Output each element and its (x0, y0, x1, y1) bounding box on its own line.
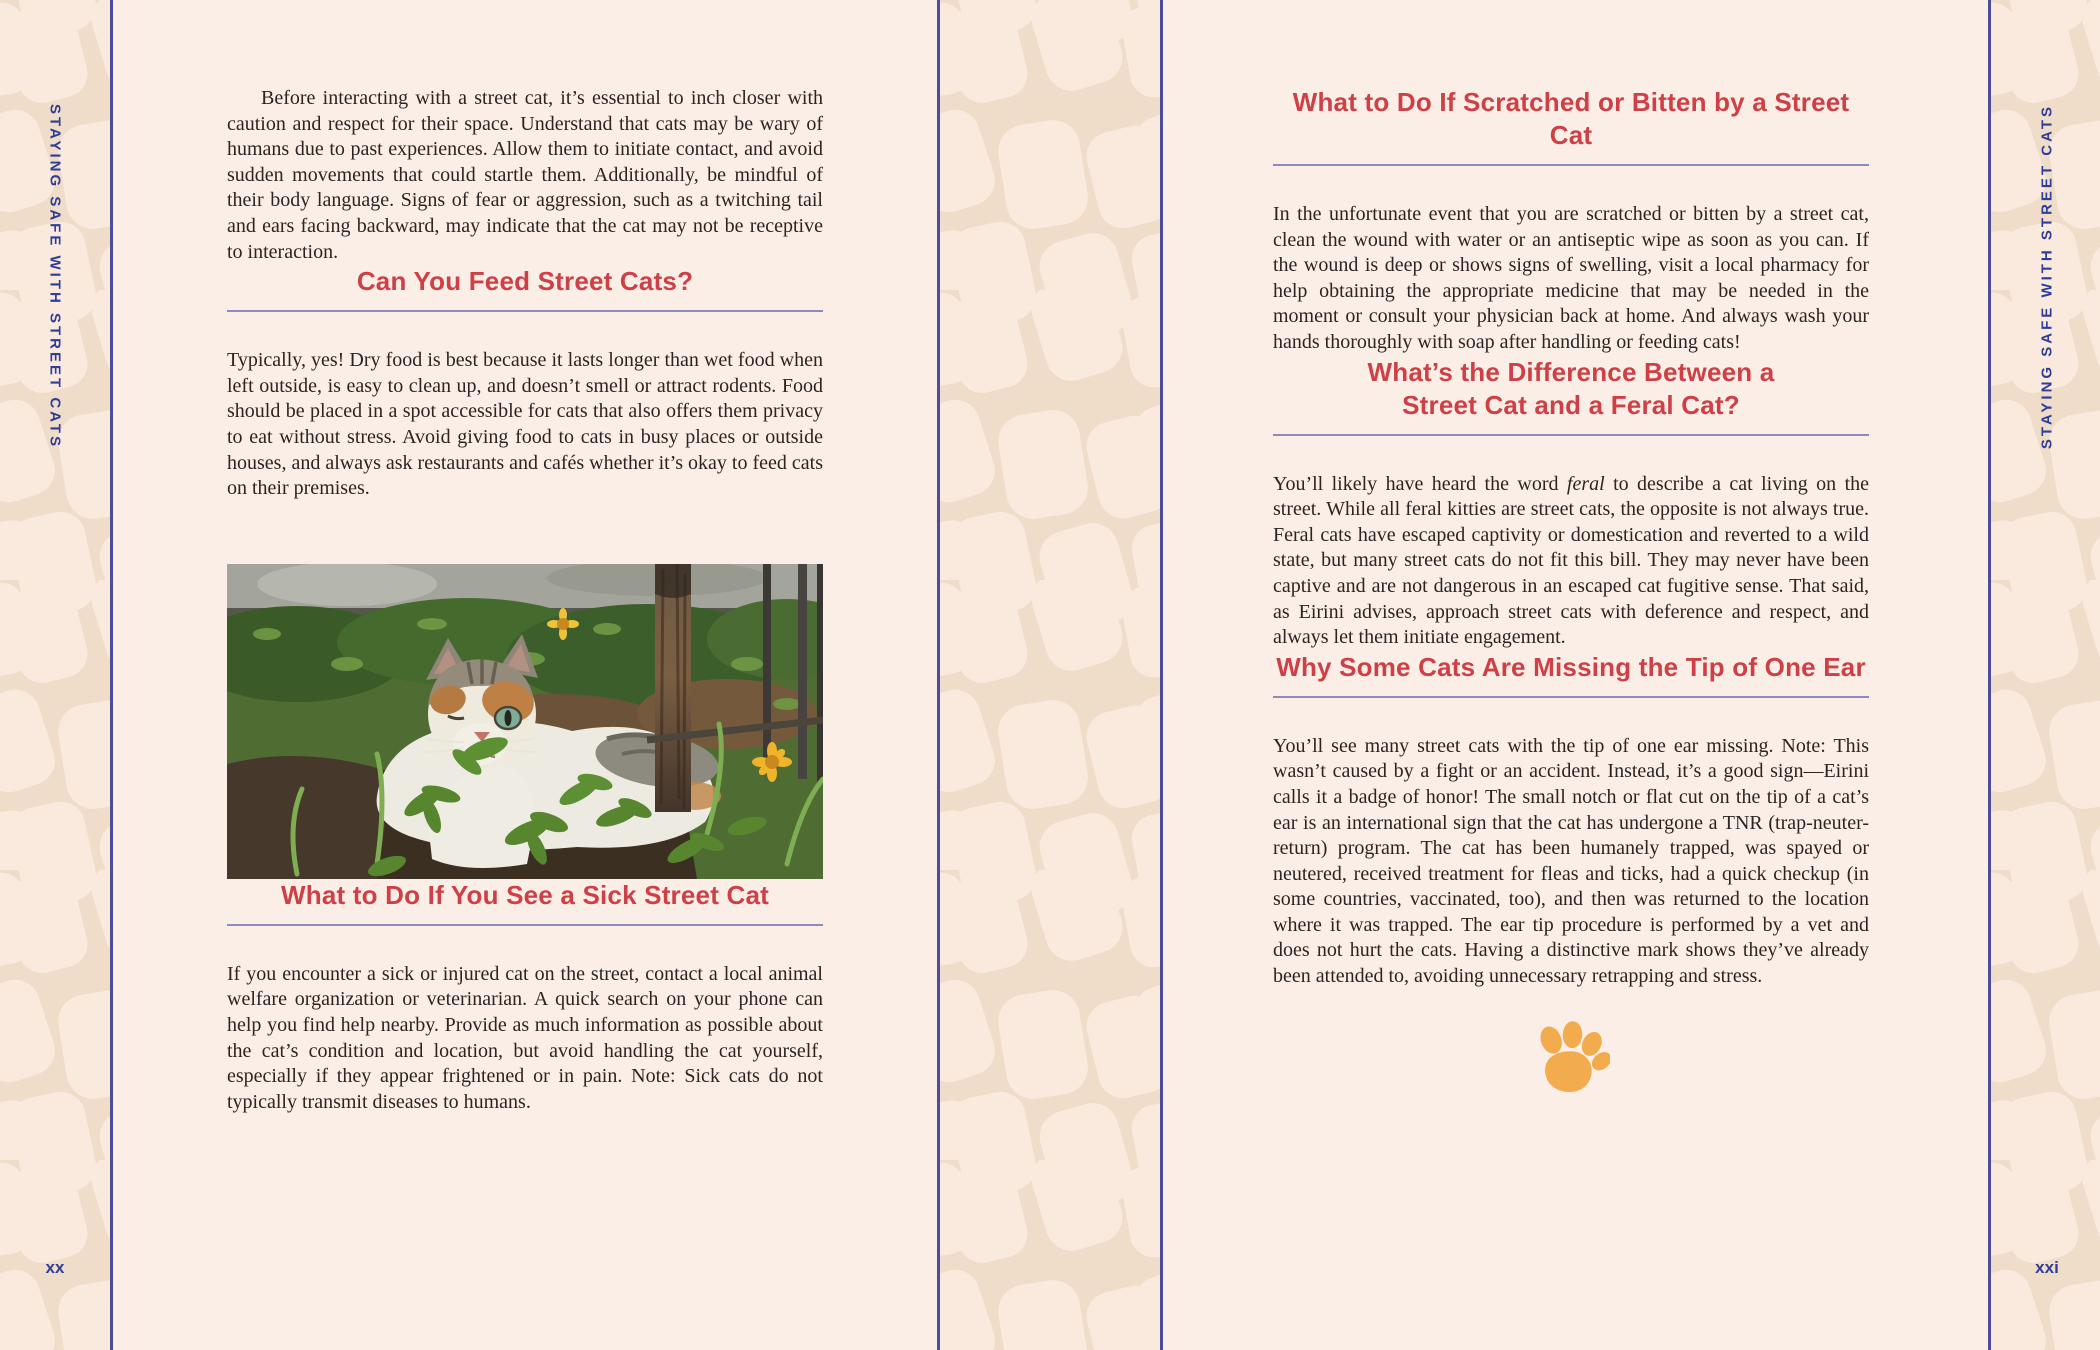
running-head-left: STAYING SAFE WITH STREET CATS (46, 104, 64, 450)
feral-paragraph (1273, 472, 1869, 651)
page-number-left: xx (45, 1258, 65, 1277)
ear-tip-paragraph: You’ll see many street cats with the tip of one ear missing. Note: This wasn’t caused by a fight or an accident. Instead, it’s a good sign—Eirini calls it a badge of honor! The small notch or flat cut on the tip of a cat’s ear is an international sign that the cat has undergone a TNR (trap-neuter-return) program. The cat has been humanely trapped, was spayed or neutered, received treatment for fleas and ticks, had a quick checkup (in some countries, vaccinated, too), and then was returned to the location where it was trapped. The ear tip procedure is performed by a vet and does not hurt the cats. Having a distinctive mark shows they’ve already been attended to, avoiding unnecessary retrapping and stress. (1273, 734, 1869, 988)
feral-text-start: You’ll likely have heard the word (1273, 472, 1567, 495)
left-page (113, 0, 937, 1350)
feral-italic-word: feral (1566, 472, 1605, 495)
running-head-right: STAYING SAFE WITH STREET CATS (2038, 104, 2056, 450)
right-margin-strip (1988, 0, 2100, 1350)
cobblestone-pattern (940, 0, 1160, 1350)
feed-paragraph: Typically, yes! Dry food is best because it lasts longer than wet food when left outside, is easy to clean up, and doesn’t smell or attract rodents. Food should be placed in a spot accessible for cats that also offers them privacy to eat without stress. Avoid giving food to cats in busy places or outside houses, and always ask restaurants and cafés whether it’s okay to feed cats on their premises. (227, 349, 823, 500)
heading-can-you-feed: Can You Feed Street Cats? (356, 266, 694, 297)
heading-sick-cat: What to Do If You See a Sick Street Cat (281, 879, 769, 910)
heading-rule (1273, 164, 1869, 166)
heading-feral-line1: What’s the Difference Between a (1367, 356, 1775, 387)
right-page (1163, 0, 1988, 1350)
heading-rule (1273, 434, 1869, 436)
street-cat-photo (227, 564, 823, 879)
heading-scratched: What to Do If Scratched or Bitten by a Street Cat (1292, 87, 1850, 150)
heading-ear-tip: Why Some Cats Are Missing the Tip of One Ear (1276, 651, 1866, 682)
heading-feral-line2: Street Cat and a Feral Cat? (1402, 389, 1740, 420)
heading-rule (1273, 696, 1869, 698)
sick-paragraph: If you encounter a sick or injured cat on the street, contact a local animal welfare organization or veterinarian. A quick search on your phone can help you find help nearby. Provide as much information as possible about the cat’s condition and location, but avoid handling the cat yourself, especially if they appear frightened or in pain. Note: Sick cats do not typically transmit diseases to humans. (227, 962, 823, 1113)
left-text-column (227, 0, 823, 1115)
page-number-right: xxi (2035, 1258, 2059, 1277)
intro-paragraph: Before interacting with a street cat, it’s essential to inch closer with caution and respect for their space. Understand that cats may be wary of humans due to past experiences. Allow them to initiate contact, and avoid sudden movements that could startle them. Additionally, be mindful of their body language. Signs of fear or aggression, such as a twitching tail and ears facing backward, may indicate that the cat may not be receptive to interaction. (227, 87, 823, 263)
center-gutter-strip (937, 0, 1163, 1350)
left-margin-strip (0, 0, 113, 1350)
heading-feral (1273, 356, 1869, 422)
heading-rule (227, 310, 823, 312)
paw-print-icon (1273, 1018, 1869, 1099)
scratched-paragraph: In the unfortunate event that you are scratched or bitten by a street cat, clean the wound with water or an antiseptic wipe as soon as you can. If the wound is deep or shows signs of swelling, visit a local pharmacy for help obtaining the appropriate medicine that may be needed in the moment or consult your physician back at home. And always wash your hands thoroughly with soap after handling or feeding cats! (1273, 203, 1869, 353)
street-cat-photo-image (227, 564, 823, 879)
feral-text-end: to describe a cat living on the street. While all feral kitties are street cats, the opposite is not always true. Feral cats have escaped captivity or domestication and reverted to a wild state, but many street cats do not fit this bill. They may never have been captive and are not dangerous in an escaped cat fugitive sense. That said, as Eirini advises, approach street cats with deference and respect, and always let them initiate engagement. (1273, 472, 1870, 649)
heading-rule (227, 924, 823, 926)
right-text-column (1273, 0, 1869, 1099)
